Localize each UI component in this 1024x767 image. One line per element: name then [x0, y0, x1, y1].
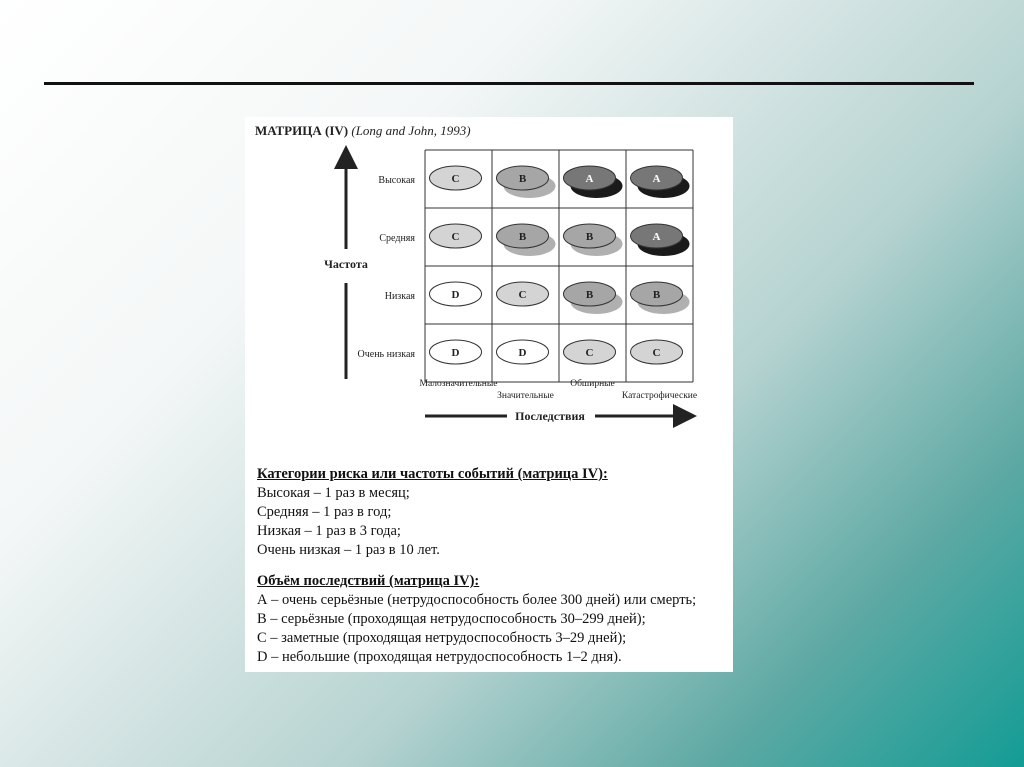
legend-block [257, 465, 696, 667]
risk-category-label: C [451, 231, 460, 243]
frequency-axis-label: Частота [324, 257, 368, 271]
risk-category-label: B [585, 231, 594, 243]
risk-category-label: D [518, 347, 527, 359]
risk-category-label: C [518, 289, 527, 301]
risk-category-label: B [518, 231, 527, 243]
risk-matrix-diagram [245, 117, 733, 457]
risk-category-label: A [652, 173, 661, 185]
consequences-legend-item: D – небольшие (проходящая нетрудоспособность 1–2 дня). [257, 649, 622, 665]
frequency-legend-item: Высокая – 1 раз в месяц; [257, 485, 410, 501]
consequences-legend-item: В – серьёзные (проходящая нетрудоспособность 30–299 дней); [257, 611, 646, 627]
risk-category-label: C [652, 347, 661, 359]
frequency-legend-item: Очень низкая – 1 раз в 10 лет. [257, 542, 440, 558]
consequences-legend-item: А – очень серьёзные (нетрудоспособность более 300 дней) или смерть; [257, 592, 697, 608]
column-label: Малозначительные [419, 379, 498, 389]
column-label: Катастрофические [621, 391, 698, 401]
matrix-title-source: (Long and John, 1993) [351, 123, 471, 138]
column-label: Значительные [497, 391, 554, 401]
risk-category-label: C [585, 347, 594, 359]
row-label: Средняя [379, 233, 415, 244]
slide-divider-line [44, 82, 974, 85]
row-label: Высокая [378, 175, 415, 186]
risk-category-label: D [451, 347, 460, 359]
risk-category-label: D [451, 289, 460, 301]
consequences-legend-item: С – заметные (проходящая нетрудоспособность 3–29 дней); [257, 630, 627, 646]
risk-category-label: B [518, 173, 527, 185]
risk-category-label: B [585, 289, 594, 301]
risk-category-label: A [652, 231, 661, 243]
consequences-axis-label: Последствия [515, 409, 585, 423]
risk-category-label: A [585, 173, 594, 185]
row-label: Очень низкая [357, 349, 415, 360]
risk-category-label: C [451, 173, 460, 185]
frequency-legend-heading: Категории риска или частоты событий (матрица IV): [257, 466, 608, 482]
frequency-legend-item: Низкая – 1 раз в 3 года; [257, 523, 401, 539]
column-label: Обширные [570, 379, 615, 389]
row-label: Низкая [384, 291, 415, 302]
matrix-title-bold: МАТРИЦА (IV) [255, 123, 349, 138]
matrix-card [245, 117, 733, 672]
frequency-legend-item: Средняя – 1 раз в год; [257, 504, 392, 520]
risk-category-label: B [652, 289, 661, 301]
consequences-legend-heading: Объём последствий (матрица IV): [257, 573, 480, 589]
